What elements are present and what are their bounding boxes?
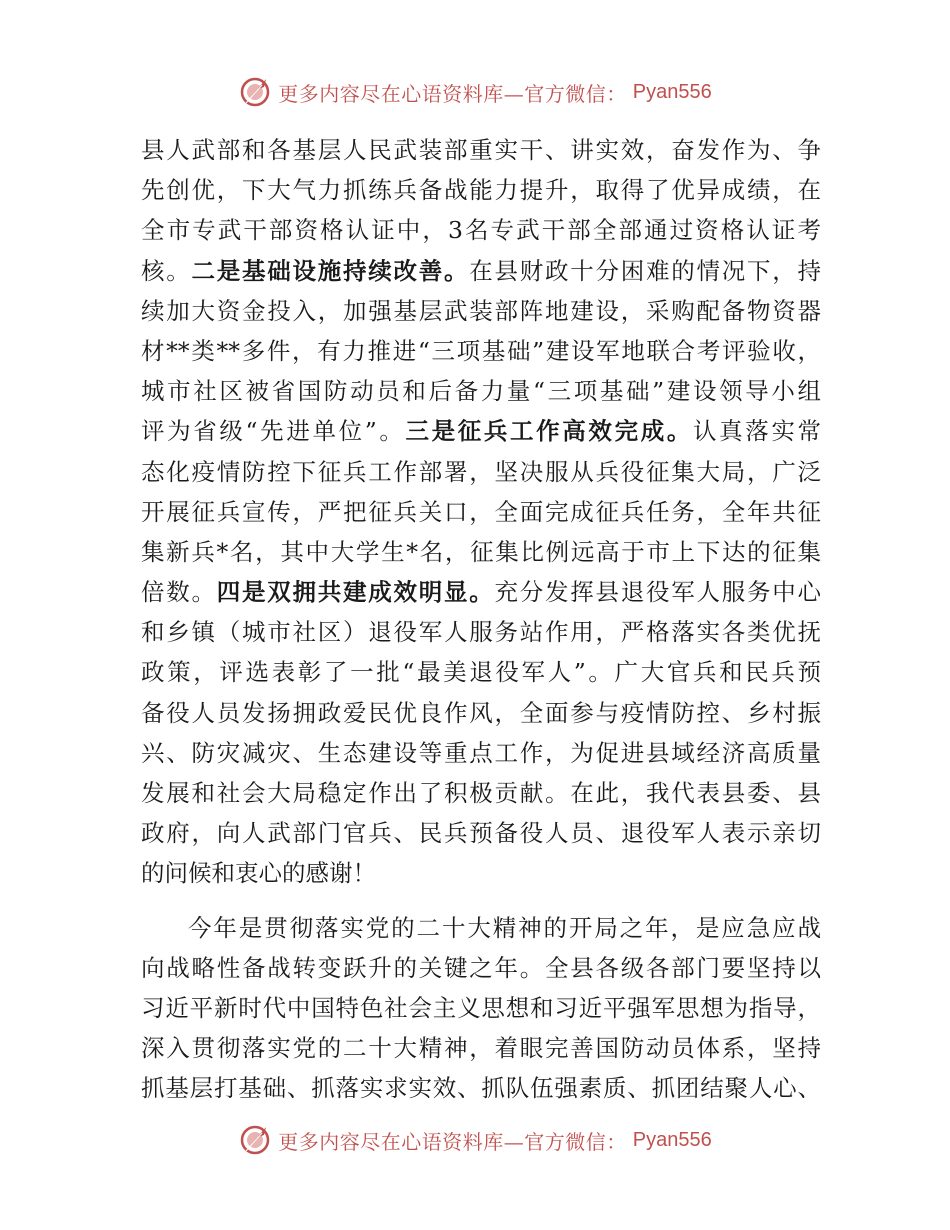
paragraph-2 [141,908,821,1109]
text-segment: 全市专武干部资格认证中，3名专武干部全部通过资格认证考 [141,216,821,245]
text-line [141,572,821,612]
text-line [141,130,821,170]
footer-watermark-banner [0,1120,950,1160]
text-line [141,773,821,813]
quill-seal-icon [238,75,272,109]
text-line: 深入贯彻落实党的二十大精神，着眼完善国防动员体系，坚持 [141,1034,821,1063]
text-line: 习近平新时代中国特色社会主义思想和习近平强军思想为指导， [141,993,821,1022]
text-line [141,693,821,733]
text-line [141,652,821,692]
quill-seal-icon [238,1123,272,1157]
text-line [141,612,821,652]
banner-text: 更多内容尽在心语资料库—官方微信： [278,81,627,106]
emphasis-heading: 二是基础设施持续改善。 [191,256,470,285]
text-segment: 先创优，下大气力抓练兵备战能力提升，取得了优异成绩，在 [141,176,821,205]
banner-text: 更多内容尽在心语资料库—官方微信： [278,1129,627,1154]
text-segment: 倍数。 [141,578,217,607]
banner-wechat-id: Pyan556 [632,80,712,103]
text-line [141,170,821,210]
text-line: 抓基层打基础、抓落实求实效、抓队伍强素质、抓团结聚人心、 [141,1074,821,1103]
text-line [141,532,821,572]
text-segment: 充分发挥县退役军人服务中心 [494,578,821,607]
text-segment: 材**类**多件，有力推进“三项基础”建设军地联合考评验收， [141,336,821,365]
text-line: 今年是贯彻落实党的二十大精神的开局之年，是应急应战 [188,913,821,942]
banner-wechat-id: Pyan556 [632,1128,712,1151]
text-line [141,813,821,853]
text-segment: 和乡镇（城市社区）退役军人服务站作用，严格落实各类优抚 [141,618,821,647]
text-segment: 态化疫情防控下征兵工作部署，坚决服从兵役征集大局，广泛 [141,457,821,486]
text-line [141,411,821,451]
emphasis-heading: 三是征兵工作高效完成。 [405,417,693,446]
text-segment: 集新兵*名，其中大学生*名，征集比例远高于市上下达的征集 [141,537,821,566]
text-segment: 备役人员发扬拥政爱民优良作风，全面参与疫情防控、乡村振 [141,698,821,727]
text-line [141,291,821,331]
text-segment: 政策，评选表彰了一批“最美退役军人”。广大官兵和民兵预 [141,658,821,687]
text-segment: 核。 [141,256,192,285]
text-segment: 县人武部和各基层人民武装部重实干、讲实效，奋发作为、争 [141,136,821,164]
text-line [141,733,821,773]
text-line [141,210,821,250]
text-segment: 城市社区被省国防动员和后备力量“三项基础”建设领导小组 [141,377,821,406]
text-line [141,251,821,291]
document-body [141,130,821,1109]
text-line [141,853,821,893]
emphasis-heading: 四是双拥共建成效明显。 [216,578,495,607]
text-segment: 续加大资金投入，加强基层武装部阵地建设，采购配备物资器 [141,296,821,325]
text-segment: 认真落实常 [692,417,822,446]
header-watermark-banner [0,72,950,112]
text-segment: 兴、防灾减灾、生态建设等重点工作，为促进县域经济高质量 [141,738,821,767]
text-segment: 发展和社会大局稳定作出了积极贡献。在此，我代表县委、县 [141,779,821,807]
text-segment: 在县财政十分困难的情况下，持 [469,256,821,285]
text-line [141,331,821,371]
paragraph-1 [141,130,821,894]
text-line [141,452,821,492]
text-segment: 开展征兵宣传，严把征兵关口，全面完成征兵任务，全年共征 [141,497,821,526]
text-line [141,371,821,411]
text-line: 向战略性备战转变跃升的关键之年。全县各级各部门要坚持以 [141,953,821,982]
text-segment: 政府，向人武部门官兵、民兵预备役人员、退役军人表示亲切 [141,819,821,848]
text-segment: 的问候和衷心的感谢！ [141,859,376,888]
text-segment: 评为省级“先进单位”。 [141,417,406,446]
text-line [141,492,821,532]
